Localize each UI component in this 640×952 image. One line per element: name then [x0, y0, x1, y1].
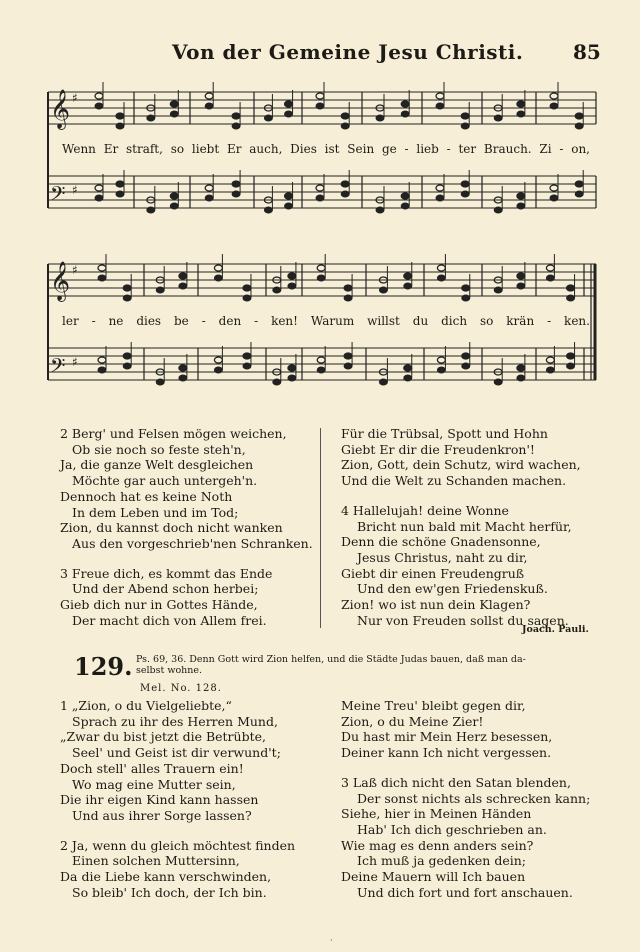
lyric-syllable: on,: [571, 142, 590, 156]
lyric-syllable: -: [547, 314, 552, 328]
lyric-syllable: -: [201, 314, 206, 328]
note-head: [461, 191, 469, 197]
lyric-syllable: dies: [136, 314, 162, 328]
note-head: [285, 193, 293, 199]
note-head: [461, 181, 469, 187]
note-head: [156, 379, 164, 385]
verse-line: Doch stell' alles Trauern ein!: [60, 760, 244, 776]
note-head: [288, 375, 296, 381]
note-head: [461, 123, 469, 129]
note-head: [214, 367, 222, 373]
lyric-syllable: ge: [381, 142, 397, 156]
note-head: [575, 123, 583, 129]
note-head: [123, 353, 131, 359]
lyric-syllable: be: [174, 314, 189, 328]
scripture-line: selbst wohne.: [136, 665, 203, 676]
note-head: [170, 111, 178, 117]
lyric-syllable: ne: [108, 314, 124, 328]
note-head: [123, 295, 131, 301]
note-head: [205, 185, 213, 191]
note-head: [285, 101, 293, 107]
note-head: [567, 363, 575, 369]
lyrics-line-1: [62, 142, 590, 156]
note-head: [401, 101, 409, 107]
note-head: [401, 203, 409, 209]
note-head: [317, 367, 325, 373]
verse-line: Für die Trübsal, Spott und Hohn: [341, 426, 548, 441]
page-number: 85: [573, 40, 601, 64]
verse-line: Möchte gar auch untergeh'n.: [72, 473, 258, 489]
lyric-syllable: willst: [367, 314, 400, 328]
key-sharp: ♯: [72, 355, 78, 369]
note-head: [285, 203, 293, 209]
note-head: [401, 193, 409, 199]
note-head: [170, 203, 178, 209]
note-head: [437, 367, 445, 373]
verse-line: Giebt Er dir die Freudenkron'!: [341, 441, 535, 457]
lyric-syllable: auch,: [249, 142, 283, 156]
note-head: [567, 285, 575, 291]
note-head: [116, 191, 124, 197]
note-head: [95, 103, 103, 109]
note-head: [517, 203, 525, 209]
note-head: [156, 287, 164, 293]
verse-line: Nur von Freuden sollst du sagen.: [357, 612, 569, 628]
lyric-syllable: ist: [324, 142, 340, 156]
verse-line: Und der Abend schon herbei;: [72, 581, 259, 597]
note-head: [205, 103, 213, 109]
note-head: [179, 273, 187, 279]
note-head: [401, 111, 409, 117]
scripture-line: Ps. 69, 36. Denn Gott wird Zion helfen, und die Städte Judas bauen, daß man da-: [136, 654, 526, 665]
hymn-128-verses-left: [60, 426, 313, 628]
verse-line: 2 Berg' und Felsen mögen weichen,: [60, 426, 287, 441]
hymn-129-verses-right: [341, 698, 590, 900]
lyric-syllable: ter: [458, 142, 477, 156]
verse-line: Bricht nun bald mit Macht herfür,: [357, 518, 572, 534]
lyric-syllable: -: [91, 314, 96, 328]
lyric-syllable: liebt: [191, 142, 220, 156]
note-head: [95, 93, 103, 99]
note-head: [437, 357, 445, 363]
lyric-syllable: Wenn: [62, 142, 96, 156]
lyric-syllable: du: [412, 314, 429, 328]
verse-line: Wie mag es denn anders sein?: [341, 837, 534, 853]
note-head: [437, 275, 445, 281]
bass-clef: 𝄢: [50, 354, 66, 382]
bass-clef: 𝄢: [50, 182, 66, 210]
note-head: [288, 283, 296, 289]
note-head: [344, 285, 352, 291]
note-head: [95, 195, 103, 201]
note-head: [517, 101, 525, 107]
lyrics-line-2: [62, 314, 590, 328]
lyric-syllable: Er: [103, 142, 119, 156]
note-head: [214, 265, 222, 271]
verse-line: Deiner kann Ich nicht vergessen.: [341, 745, 552, 761]
verse-line: Jesus Christus, naht zu dir,: [357, 549, 528, 565]
lyric-syllable: ken!: [271, 314, 298, 328]
note-head: [341, 191, 349, 197]
note-head: [546, 357, 554, 363]
note-head: [316, 103, 324, 109]
note-head: [288, 273, 296, 279]
lyric-syllable: -: [254, 314, 259, 328]
lyric-syllable: Zi: [539, 142, 552, 156]
note-head: [462, 363, 470, 369]
note-head: [214, 275, 222, 281]
note-head: [436, 185, 444, 191]
note-head: [95, 185, 103, 191]
note-head: [98, 265, 106, 271]
verse-line: Zion, Gott, dein Schutz, wird wachen,: [341, 457, 581, 473]
note-head: [179, 365, 187, 371]
note-head: [317, 265, 325, 271]
verse-line: „Zwar du bist jetzt die Betrübte,: [60, 729, 266, 745]
note-head: [517, 193, 525, 199]
verse-line: Und den ew'gen Friedenskuß.: [357, 581, 548, 597]
page-title: Von der Gemeine Jesu Christi.: [172, 40, 524, 64]
verse-line: Aus den vorgeschrieb'nen Schranken.: [72, 535, 313, 551]
verse-line: Der macht dich von Allem frei.: [72, 612, 267, 628]
note-head: [462, 353, 470, 359]
lyric-syllable: straft,: [125, 142, 163, 156]
verse-line: Zion, du kannst doch nicht wanken: [60, 520, 283, 536]
note-head: [494, 287, 502, 293]
note-head: [344, 363, 352, 369]
verse-line: Meine Treu' bleibt gegen dir,: [341, 698, 526, 713]
note-head: [232, 123, 240, 129]
verse-line: 2 Ja, wenn du gleich möchtest finden: [60, 837, 296, 853]
note-head: [273, 379, 281, 385]
note-head: [567, 353, 575, 359]
note-head: [98, 357, 106, 363]
hymn-129-verses-left: [60, 698, 295, 900]
verse-line: Zion! wo ist nun dein Klagen?: [341, 597, 531, 613]
verse-line: Und dich fort und fort anschauen.: [357, 884, 573, 900]
note-head: [123, 363, 131, 369]
lyric-syllable: ken.: [564, 314, 590, 328]
verse-line: Und aus ihrer Sorge lassen?: [72, 807, 252, 823]
note-head: [123, 285, 131, 291]
note-head: [517, 111, 525, 117]
note-head: [550, 103, 558, 109]
note-head: [285, 111, 293, 117]
verse-line: Ob sie noch so feste steh'n,: [72, 441, 246, 457]
lyric-syllable: ler: [62, 314, 79, 328]
note-head: [273, 287, 281, 293]
note-head: [214, 357, 222, 363]
note-head: [288, 365, 296, 371]
verse-line: 3 Laß dich nicht den Satan blenden,: [341, 774, 571, 790]
verse-line: Dennoch hat es keine Noth: [60, 488, 233, 504]
note-head: [550, 93, 558, 99]
treble-clef: 𝄞: [50, 89, 71, 129]
key-sharp: ♯: [72, 91, 78, 105]
note-head: [404, 283, 412, 289]
note-head: [243, 285, 251, 291]
note-head: [147, 207, 155, 213]
verse-line: Denn die schöne Gnadensonne,: [341, 534, 541, 550]
lyric-syllable: -: [559, 142, 564, 156]
note-head: [494, 379, 502, 385]
note-head: [575, 181, 583, 187]
note-head: [404, 375, 412, 381]
note-head: [179, 283, 187, 289]
note-head: [517, 375, 525, 381]
verse-line: Zion, o du Meine Zier!: [341, 713, 484, 729]
note-head: [546, 265, 554, 271]
verse-line: Der sonst nichts als schrecken kann;: [357, 790, 591, 806]
lyric-syllable: so: [170, 142, 185, 156]
note-head: [170, 101, 178, 107]
note-head: [98, 275, 106, 281]
note-head: [205, 195, 213, 201]
note-head: [232, 181, 240, 187]
lyric-syllable: Dies: [290, 142, 317, 156]
verse-line: Und die Welt zu Schanden machen.: [341, 473, 567, 489]
note-head: [316, 185, 324, 191]
note-head: [341, 123, 349, 129]
note-head: [376, 115, 384, 121]
note-head: [341, 181, 349, 187]
note-head: [316, 93, 324, 99]
verse-line: In dem Leben und im Tod;: [72, 504, 239, 520]
lyric-syllable: so: [479, 314, 494, 328]
verse-line: Wo mag eine Mutter sein,: [72, 776, 236, 792]
note-head: [179, 375, 187, 381]
note-head: [567, 295, 575, 301]
note-head: [517, 283, 525, 289]
lyric-syllable: Warum: [310, 314, 355, 328]
verse-line: 3 Freue dich, es kommt das Ende: [60, 565, 273, 581]
note-head: [575, 191, 583, 197]
verse-line: Da die Liebe kann verschwinden,: [60, 869, 272, 885]
key-sharp: ♯: [72, 263, 78, 277]
verse-line: Einen solchen Muttersinn,: [72, 853, 240, 869]
note-head: [170, 193, 178, 199]
verse-line: Ich muß ja gedenken dein;: [357, 853, 526, 869]
tune-reference: Mel. No. 128.: [140, 683, 222, 694]
note-head: [436, 195, 444, 201]
scripture-reference: [136, 654, 596, 676]
verse-line: Seel' und Geist ist dir verwund't;: [72, 745, 281, 761]
verse-line: Du hast mir Mein Herz besessen,: [341, 729, 553, 745]
verse-line: Ja, die ganze Welt desgleichen: [60, 457, 254, 473]
hymn-number: 129.: [74, 652, 133, 681]
note-head: [376, 207, 384, 213]
verse-line: Hab' Ich dich geschrieben an.: [357, 821, 547, 837]
note-head: [116, 113, 124, 119]
lyric-syllable: Brauch.: [483, 142, 532, 156]
verse-line: 4 Hallelujah! deine Wonne: [341, 502, 509, 518]
note-head: [264, 115, 272, 121]
hymn-128-verses-right: [341, 426, 581, 628]
note-head: [116, 123, 124, 129]
note-head: [243, 363, 251, 369]
lyric-syllable: -: [446, 142, 451, 156]
note-head: [243, 353, 251, 359]
note-head: [462, 295, 470, 301]
note-head: [575, 113, 583, 119]
note-head: [316, 195, 324, 201]
verse-line: Giebt dir einen Freudengruß: [341, 565, 525, 581]
note-head: [517, 365, 525, 371]
verse-line: Sprach zu ihr des Herren Mund,: [72, 713, 278, 729]
lyric-syllable: krän: [506, 314, 535, 328]
note-head: [494, 115, 502, 121]
note-head: [546, 367, 554, 373]
verse-line: So bleib' Ich doch, der Ich bin.: [72, 884, 267, 900]
author-credit: Joach. Pauli.: [522, 624, 589, 635]
verse-line: Siehe, hier in Meinen Händen: [341, 806, 532, 822]
note-head: [436, 103, 444, 109]
lyric-syllable: dich: [441, 314, 468, 328]
note-head: [341, 113, 349, 119]
lyric-syllable: lieb: [416, 142, 439, 156]
key-sharp: ♯: [72, 183, 78, 197]
note-head: [344, 295, 352, 301]
note-head: [232, 113, 240, 119]
note-head: [379, 379, 387, 385]
verse-line: Gieb dich nur in Gottes Hände,: [60, 597, 258, 613]
note-head: [517, 273, 525, 279]
verse-line: Deine Mauern will Ich bauen: [341, 869, 526, 885]
note-head: [243, 295, 251, 301]
column-divider: [320, 428, 321, 628]
note-head: [436, 93, 444, 99]
note-head: [232, 191, 240, 197]
note-head: [264, 207, 272, 213]
lyric-syllable: -: [404, 142, 409, 156]
lyric-syllable: den: [218, 314, 242, 328]
note-head: [344, 353, 352, 359]
verse-line: 1 „Zion, o du Vielgeliebte,“: [60, 698, 232, 713]
note-head: [205, 93, 213, 99]
note-head: [317, 357, 325, 363]
verse-line: Die ihr eigen Kind kann hassen: [60, 792, 259, 808]
note-head: [379, 287, 387, 293]
note-head: [462, 285, 470, 291]
note-head: [494, 207, 502, 213]
note-head: [98, 367, 106, 373]
note-head: [116, 181, 124, 187]
note-head: [404, 273, 412, 279]
note-head: [546, 275, 554, 281]
note-head: [147, 115, 155, 121]
lyric-syllable: Sein: [347, 142, 375, 156]
note-head: [404, 365, 412, 371]
note-head: [550, 195, 558, 201]
treble-clef: 𝄞: [50, 261, 71, 301]
note-head: [437, 265, 445, 271]
note-head: [550, 185, 558, 191]
note-head: [461, 113, 469, 119]
footer-mark: ·: [330, 936, 333, 946]
note-head: [317, 275, 325, 281]
lyric-syllable: Er: [226, 142, 242, 156]
